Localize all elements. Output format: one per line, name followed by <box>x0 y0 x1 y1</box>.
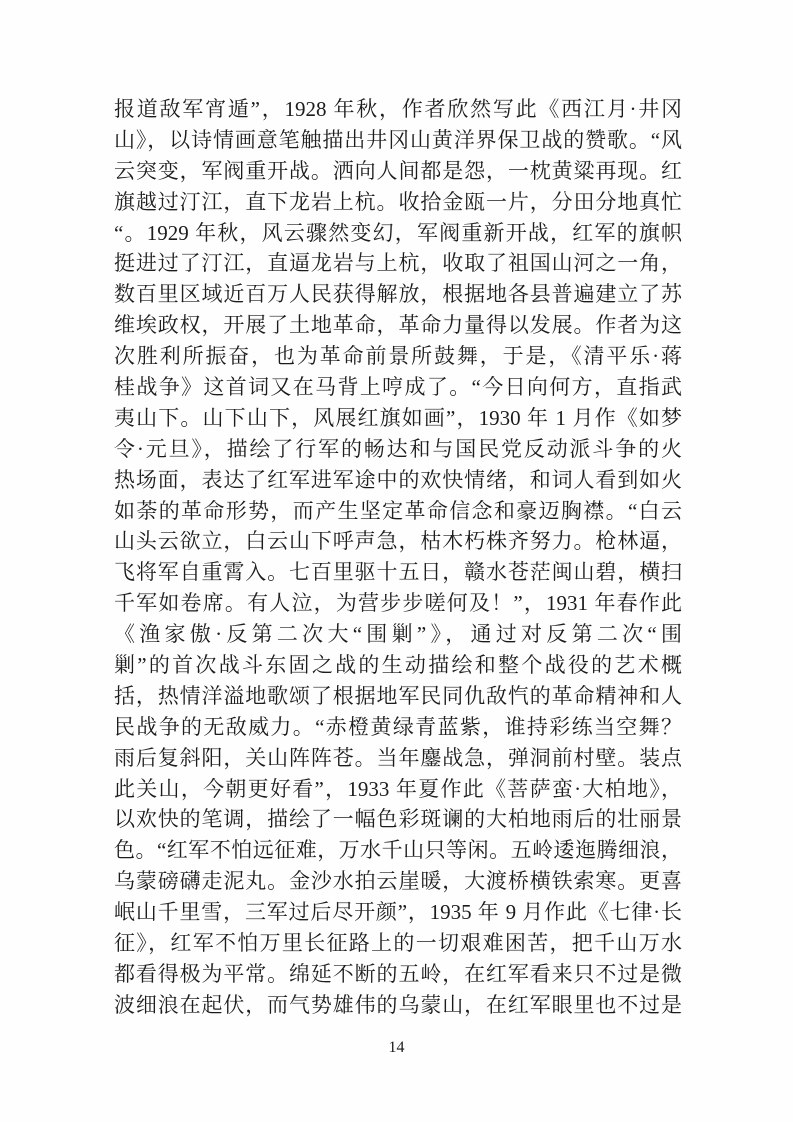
text-line: 雨后复斜阳，关山阵阵苍。当年鏖战急，弹洞前村壁。装点 <box>114 745 682 770</box>
text-line: 热场面，表达了红军进军途中的欢快情绪，和词人看到如火 <box>114 467 682 492</box>
page-number: 14 <box>388 1039 405 1056</box>
text-line: 飞将军自重霄入。七百里驱十五日，赣水苍茫闽山碧，横扫 <box>114 560 682 585</box>
text-line: 括，热情洋溢地歌颂了根据地军民同仇敌忾的革命精神和人 <box>114 683 682 708</box>
text-line: 征》，红军不怕万里长征路上的一切艰难困苦，把千山万水 <box>114 931 682 956</box>
text-line: 以欢快的笔调，描绘了一幅色彩斑谰的大柏地雨后的壮丽景 <box>114 807 682 832</box>
text-line: 都看得极为平常。绵延不断的五岭，在红军看来只不过是微 <box>114 961 682 986</box>
text-line: 挺进过了汀江，直逼龙岩与上杭，收取了祖国山河之一角， <box>114 251 682 276</box>
text-line: 报道敌军宵遁”，1928 年秋，作者欣然写此《西江月·井冈 <box>114 97 682 121</box>
text-line: 桂战争》这首词又在马背上哼成了。“今日向何方，直指武 <box>114 375 682 400</box>
text-line: 千军如卷席。有人泣，为营步步嗟何及！”，1931 年春作此 <box>114 591 682 616</box>
text-line: 《渔家傲·反第二次大“围剿”》，通过对反第二次“围 <box>114 622 682 647</box>
text-line: 乌蒙磅礴走泥丸。金沙水拍云崖暖，大渡桥横铁索寒。更喜 <box>114 869 682 894</box>
text-line: 维埃政权，开展了土地革命，革命力量得以发展。作者为这 <box>114 313 682 338</box>
text-line: 数百里区域近百万人民获得解放，根据地各县普遍建立了苏 <box>114 282 682 307</box>
text-line: 剿”的首次战斗东固之战的生动描绘和整个战役的艺术概 <box>114 653 682 678</box>
text-line: 云突变，军阀重开战。洒向人间都是怨，一枕黄粱再现。红 <box>114 158 682 183</box>
text-line: 色。“红军不怕远征难，万水千山只等闲。五岭逶迤腾细浪， <box>114 838 682 863</box>
text-line: 山头云欲立，白云山下呼声急，枯木朽株齐努力。枪林逼， <box>114 529 682 554</box>
text-line: 旗越过汀江，直下龙岩上杭。收拾金瓯一片，分田分地真忙 <box>114 189 682 214</box>
text-line: 此关山，今朝更好看”，1933 年夏作此《菩萨蛮·大柏地》， <box>114 776 682 801</box>
text-line: 次胜利所振奋，也为革命前景所鼓舞，于是，《清平乐·蒋 <box>114 344 682 369</box>
text-line: 岷山千里雪，三军过后尽开颜”，1935 年 9 月作此《七律·长 <box>114 900 682 925</box>
text-line: 如荼的革命形势，而产生坚定革命信念和豪迈胸襟。“白云 <box>114 498 682 523</box>
text-line: 山》，以诗情画意笔触描出井冈山黄洋界保卫战的赞歌。“风 <box>114 127 682 152</box>
text-line: “。1929 年秋，风云骤然变幻，军阀重新开战，红军的旗帜 <box>114 220 682 245</box>
text-line: 令·元旦》，描绘了行军的畅达和与国民党反动派斗争的火 <box>114 436 682 461</box>
body-text <box>114 94 682 1021</box>
text-line: 民战争的无敌威力。“赤橙黄绿青蓝紫，谁持彩练当空舞？ <box>114 714 682 739</box>
text-line: 波细浪在起伏，而气势雄伟的乌蒙山，在红军眼里也不过是 <box>114 992 682 1017</box>
text-line: 夷山下。山下山下，风展红旗如画”，1930 年 1 月作《如梦 <box>114 405 682 430</box>
